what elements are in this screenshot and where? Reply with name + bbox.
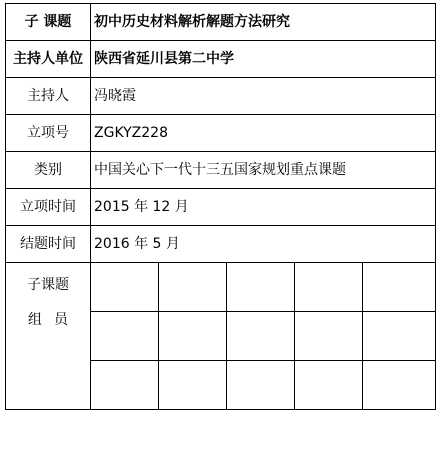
label-members-line2: 组员 — [28, 311, 80, 328]
project-info-table — [5, 3, 436, 410]
member-cell — [363, 361, 436, 410]
value-host-unit: 陕西省延川县第二中学 — [91, 41, 436, 78]
value-approval-date: 2015 年 12 月 — [91, 189, 436, 226]
member-cell — [227, 312, 295, 361]
row-approval-date — [6, 189, 436, 226]
row-project-number — [6, 115, 436, 152]
member-cell — [159, 361, 227, 410]
member-cell — [295, 312, 363, 361]
member-cell — [227, 361, 295, 410]
member-cell — [295, 361, 363, 410]
label-completion-date: 结题时间 — [6, 226, 91, 263]
row-host-person — [6, 78, 436, 115]
value-category: 中国关心下一代十三五国家规划重点课题 — [91, 152, 436, 189]
member-cell — [295, 263, 363, 312]
members-grid-row — [6, 263, 436, 312]
row-category — [6, 152, 436, 189]
row-host-unit — [6, 41, 436, 78]
label-host-unit: 主持人单位 — [6, 41, 91, 78]
label-members — [6, 263, 91, 410]
value-completion-date: 2016 年 5 月 — [91, 226, 436, 263]
label-host-person: 主持人 — [6, 78, 91, 115]
project-info-form — [5, 3, 435, 465]
label-category: 类别 — [6, 152, 91, 189]
value-host-person: 冯晓霞 — [91, 78, 436, 115]
member-cell — [159, 263, 227, 312]
label-approval-date: 立项时间 — [6, 189, 91, 226]
row-subproject-title — [6, 4, 436, 41]
member-cell — [159, 312, 227, 361]
value-subproject-title: 初中历史材料解析解题方法研究 — [91, 4, 436, 41]
label-members-line1: 子课题 — [27, 277, 69, 293]
member-cell — [363, 263, 436, 312]
row-completion-date — [6, 226, 436, 263]
member-cell — [91, 263, 159, 312]
member-cell — [227, 263, 295, 312]
member-cell — [91, 361, 159, 410]
label-project-number: 立项号 — [6, 115, 91, 152]
value-project-number: ZGKYZ228 — [91, 115, 436, 152]
member-cell — [91, 312, 159, 361]
label-subproject-title: 子 课题 — [6, 4, 91, 41]
member-cell — [363, 312, 436, 361]
